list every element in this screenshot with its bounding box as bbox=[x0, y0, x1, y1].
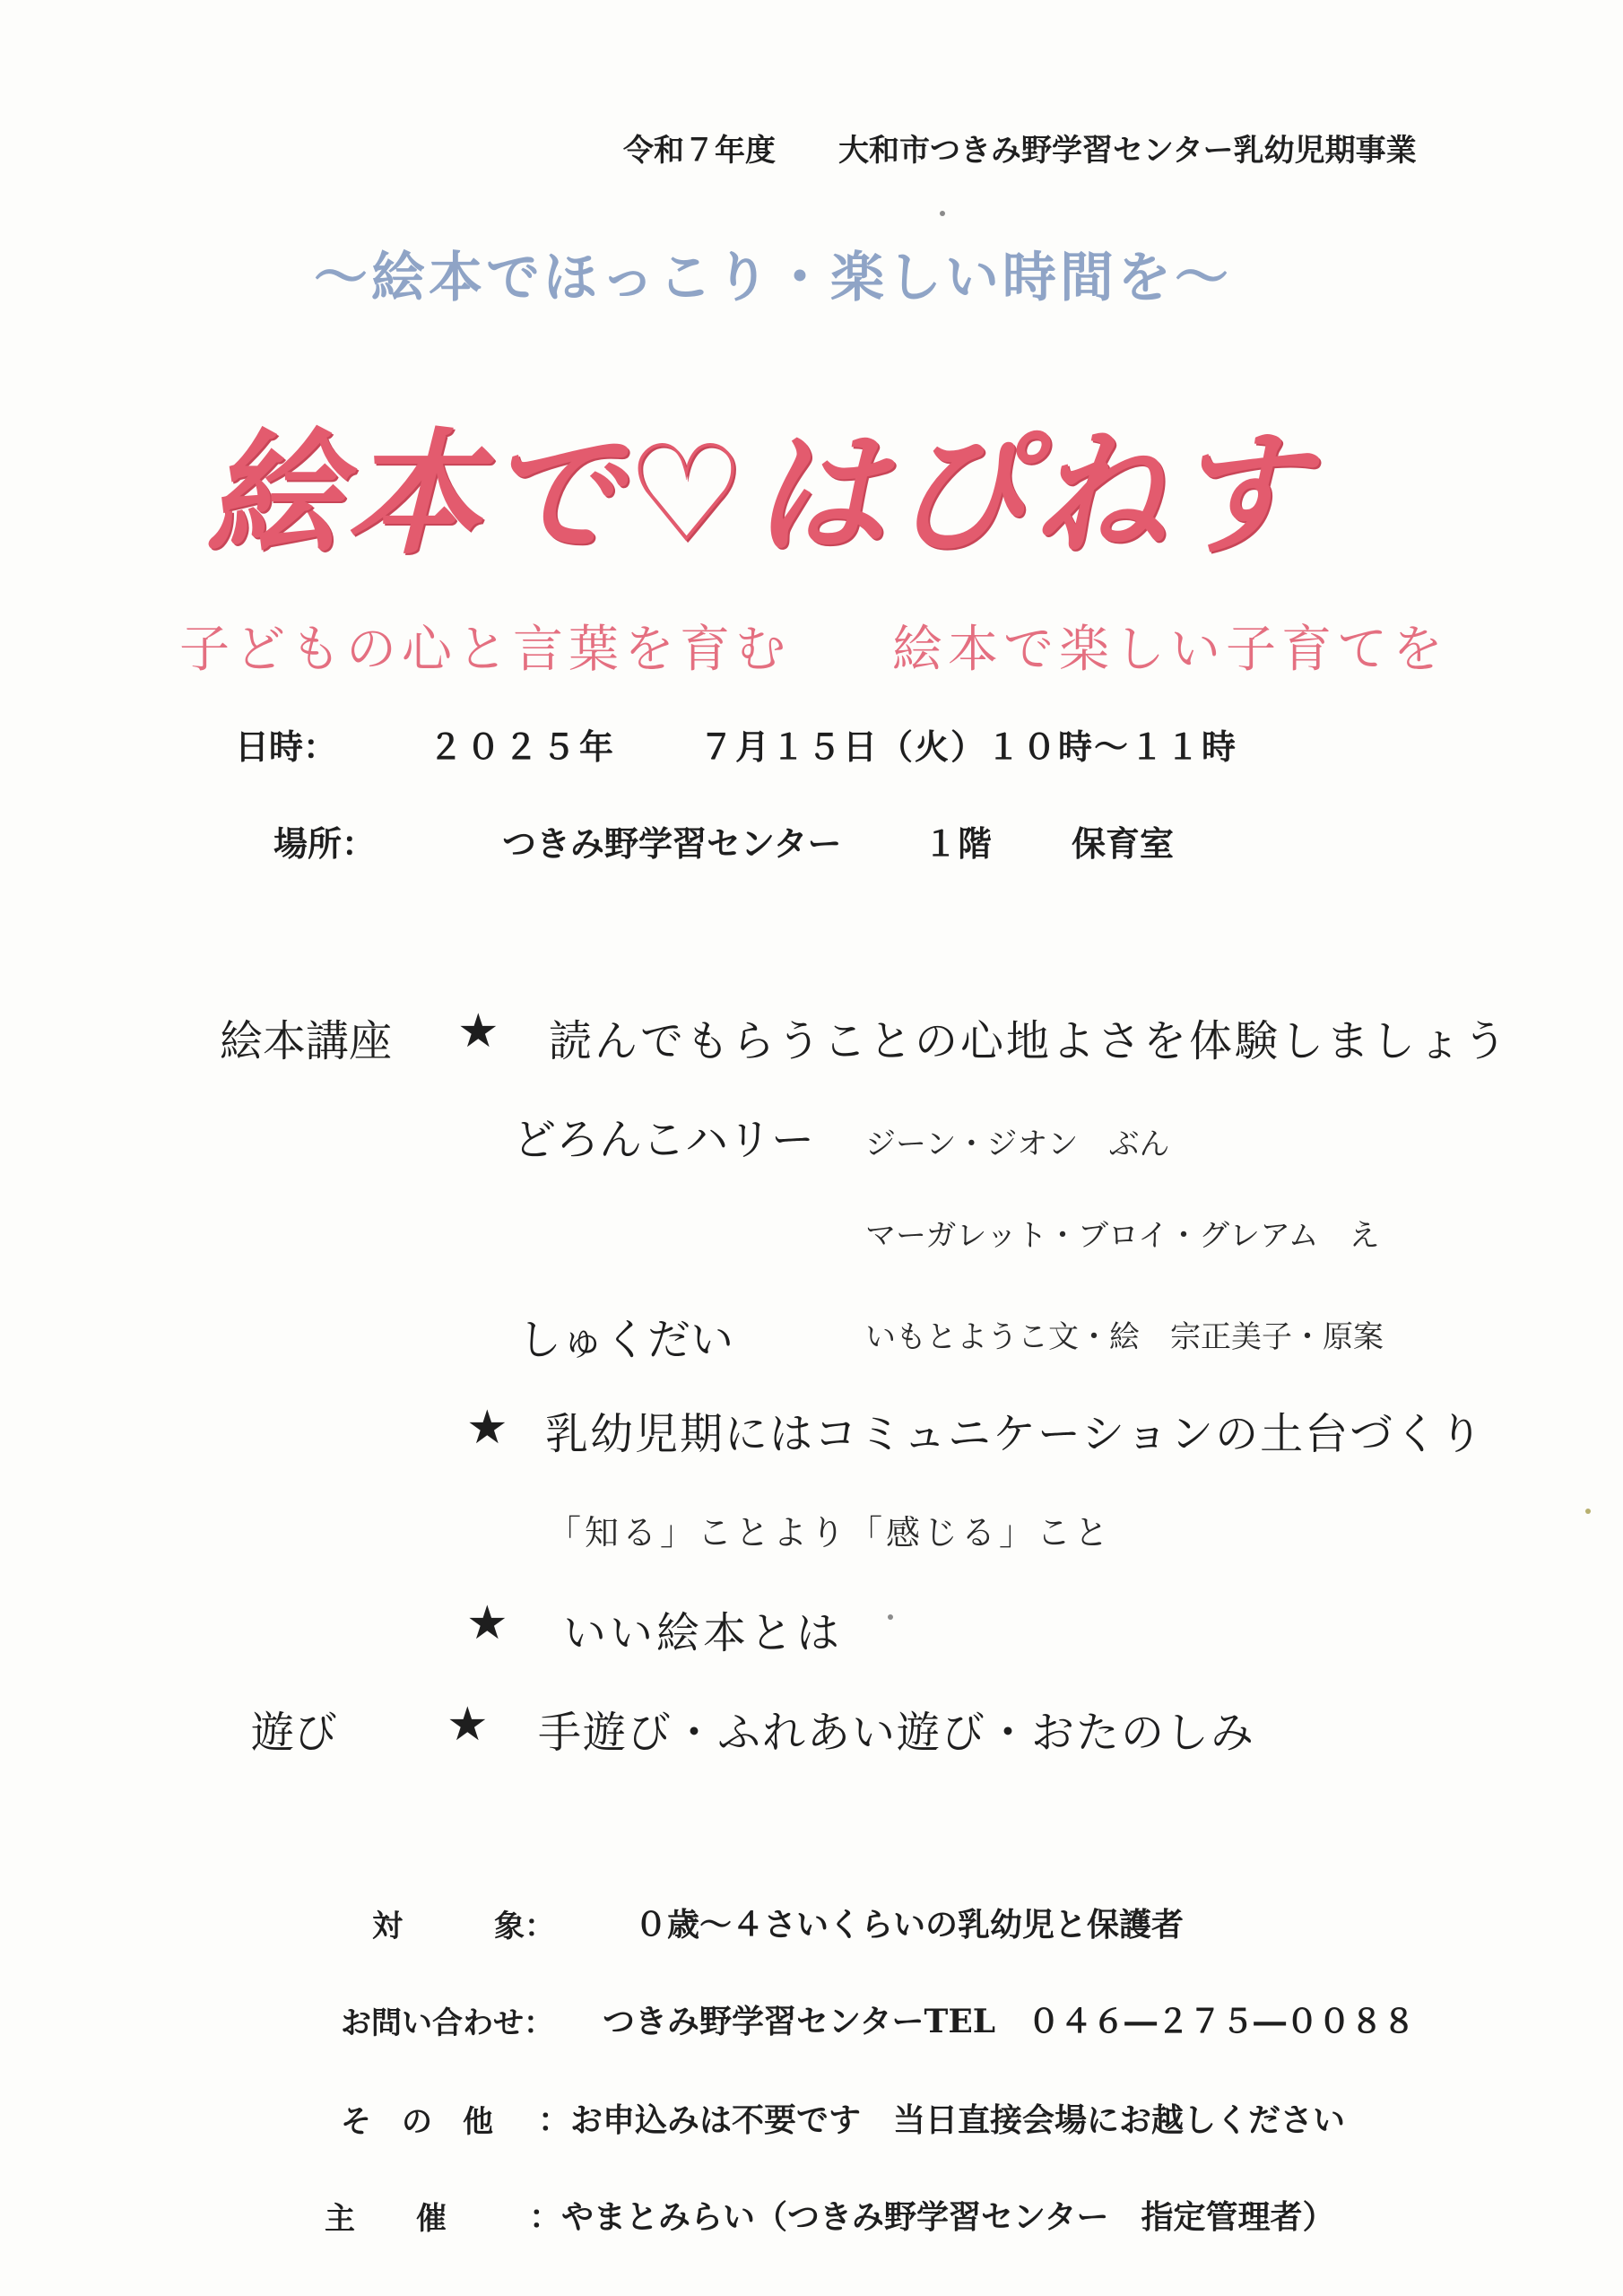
header-org: 大和市つきみ野学習センター乳幼児期事業 bbox=[838, 133, 1417, 169]
place-floor: １階 bbox=[924, 823, 993, 864]
other-value: ：お申込みは不要です 当日直接会場にお越しください bbox=[538, 2101, 1346, 2139]
place-room: 保育室 bbox=[1072, 823, 1175, 864]
book-title-1: どろんこハリー bbox=[513, 1115, 815, 1165]
course-label: 絵本講座 bbox=[220, 1016, 393, 1066]
tagline-left: 子どもの心と言葉を育む bbox=[179, 621, 791, 679]
target-value: ０歳〜４さいくらいの乳幼児と保護者 bbox=[635, 1906, 1185, 1944]
scan-speck bbox=[1585, 1509, 1591, 1514]
datetime-date: ７月１５日（火）１０時〜１１時 bbox=[699, 726, 1238, 767]
star-icon: ★ bbox=[457, 1004, 499, 1058]
book-credit-1a: ジーン・ジオン ぶん bbox=[865, 1126, 1170, 1162]
star-icon: ★ bbox=[447, 1698, 489, 1752]
course-point-3: いい絵本とは bbox=[563, 1608, 844, 1658]
course-point-1: 読んでもらうことの心地よさを体験しましょう bbox=[549, 1016, 1510, 1066]
target-label: 対 象： bbox=[372, 1909, 555, 1944]
play-label: 遊び bbox=[251, 1708, 338, 1758]
star-icon: ★ bbox=[466, 1401, 508, 1455]
book-title-2: しゅくだい bbox=[518, 1315, 734, 1365]
host-value: ：やまとみらい（つきみ野学習センター 指定管理者） bbox=[529, 2198, 1335, 2236]
header bbox=[623, 126, 1417, 170]
scan-speck bbox=[940, 211, 945, 216]
contact-label: お問い合わせ： bbox=[341, 2005, 554, 2041]
scan-speck bbox=[888, 1614, 893, 1620]
book-credit-2: いもとようこ文・絵 宗正美子・原案 bbox=[865, 1319, 1384, 1355]
contact-value: つきみ野学習センターTEL ０４６―２７５―００８８ bbox=[603, 2003, 1416, 2040]
place-label: 場所： bbox=[273, 823, 377, 864]
host-label: 主 催 bbox=[325, 2201, 447, 2237]
place-name: つきみ野学習センター bbox=[502, 823, 842, 864]
book-credit-1b: マーガレット・ブロイ・グレアム え bbox=[865, 1218, 1380, 1254]
star-icon: ★ bbox=[466, 1596, 508, 1650]
course-point-2-sub: 「知る」ことより「感じる」こと bbox=[547, 1513, 1113, 1552]
header-year: 令和７年度 bbox=[623, 133, 776, 169]
datetime-label: 日時： bbox=[235, 726, 338, 767]
tagline-right: 絵本で楽しい子育てを bbox=[892, 621, 1448, 679]
main-title: 絵本で♡はぴねす bbox=[206, 417, 1312, 573]
datetime-year: ２０２５年 bbox=[429, 726, 618, 767]
play-text: 手遊び・ふれあい遊び・おたのしみ bbox=[538, 1708, 1256, 1758]
other-label: そ の 他 bbox=[341, 2104, 493, 2140]
course-point-2: 乳幼児期にはコミュニケーションの土台づくり bbox=[545, 1409, 1485, 1459]
subtitle: 〜絵本でほっこり・楽しい時間を〜 bbox=[314, 247, 1232, 309]
